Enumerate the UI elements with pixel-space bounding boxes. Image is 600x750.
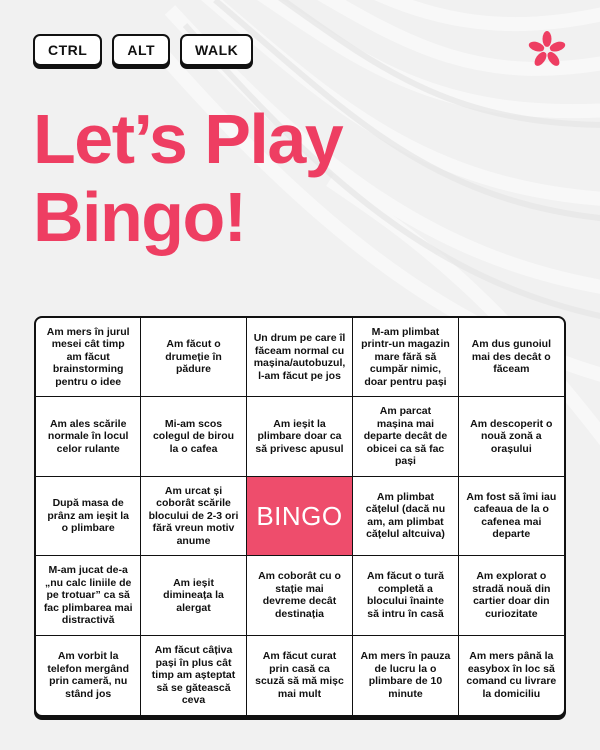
bingo-cell[interactable]: M-am plimbat printr-un magazin mare fără să cumpăr nimic, doar pentru pași xyxy=(353,318,458,397)
asterisk-flower-icon xyxy=(527,30,567,70)
bingo-cell[interactable]: Am plimbat cățelul (dacă nu am, am plimbat cățelul altcuiva) xyxy=(353,477,458,556)
bingo-cell[interactable]: Am mers în jurul mesei cât timp am făcut brainstorming pentru o idee xyxy=(36,318,141,397)
keyboard-keys xyxy=(33,34,253,66)
title-line-1: Let’s Play xyxy=(33,100,343,178)
bingo-cell[interactable]: Am urcat și coborât scările blocului de 2-3 ori fără vreun motiv anume xyxy=(141,477,246,556)
bingo-cell[interactable]: Am mers până la easybox în loc să comand cu livrare la domiciliu xyxy=(466,650,557,700)
bingo-cell[interactable]: Un drum pe care îl făceam normal cu mașina/autobuzul, l-am făcut pe jos xyxy=(247,318,354,397)
bingo-cell[interactable]: Am ieșit la plimbare doar ca să privesc apusul xyxy=(247,397,354,476)
bingo-cell[interactable]: Am parcat mașina mai departe decât de obicei ca să fac pași xyxy=(353,397,458,476)
title-line-2: Bingo! xyxy=(33,178,246,256)
key-ctrl: CTRL xyxy=(33,34,102,66)
bingo-cell[interactable]: Am dus gunoiul mai des decât o făceam xyxy=(459,318,564,397)
bingo-cell[interactable]: Am mers în pauza de lucru la o plimbare de 10 minute xyxy=(353,636,458,715)
bingo-board xyxy=(34,316,566,717)
bingo-cell[interactable]: După masa de prânz am ieșit la o plimbare xyxy=(36,477,141,556)
bingo-cell[interactable]: Am vorbit la telefon mergând prin cameră, nu stând jos xyxy=(36,636,141,715)
bingo-cell[interactable]: Am ieșit dimineața la alergat xyxy=(141,556,246,635)
bingo-cell[interactable]: Am explorat o stradă nouă din cartier doar din curiozitate xyxy=(459,556,564,635)
bingo-cell[interactable]: Mi-am scos colegul de birou la o cafea xyxy=(141,397,246,476)
bingo-cell[interactable]: Am fost să îmi iau cafeaua de la o cafenea mai departe xyxy=(459,477,564,556)
bingo-cell[interactable]: Am ales scările normale în locul celor rulante xyxy=(36,397,141,476)
key-alt: ALT xyxy=(112,34,170,66)
page-title xyxy=(33,100,342,256)
bingo-cell[interactable]: Am făcut o drumeție în pădure xyxy=(141,318,246,397)
bingo-cell[interactable]: Am coborât cu o stație mai devreme decât destinația xyxy=(247,556,354,635)
bingo-cell[interactable]: Am făcut o tură completă a blocului înainte să intru în casă xyxy=(353,556,458,635)
bingo-cell[interactable]: Am descoperit o nouă zonă a orașului xyxy=(459,397,564,476)
key-walk: WALK xyxy=(180,34,253,66)
bingo-cell[interactable]: Am făcut curat prin casă ca scuză să mă mișc mai mult xyxy=(247,636,354,715)
bingo-cell[interactable]: Am făcut câțiva pași în plus cât timp am așteptat să se gătească ceva xyxy=(141,636,246,715)
bingo-cell[interactable]: M-am jucat de-a „nu calc liniile de pe trotuar” ca să fac plimbarea mai distractivă xyxy=(36,556,141,635)
bingo-free-cell: BINGO xyxy=(247,477,354,556)
